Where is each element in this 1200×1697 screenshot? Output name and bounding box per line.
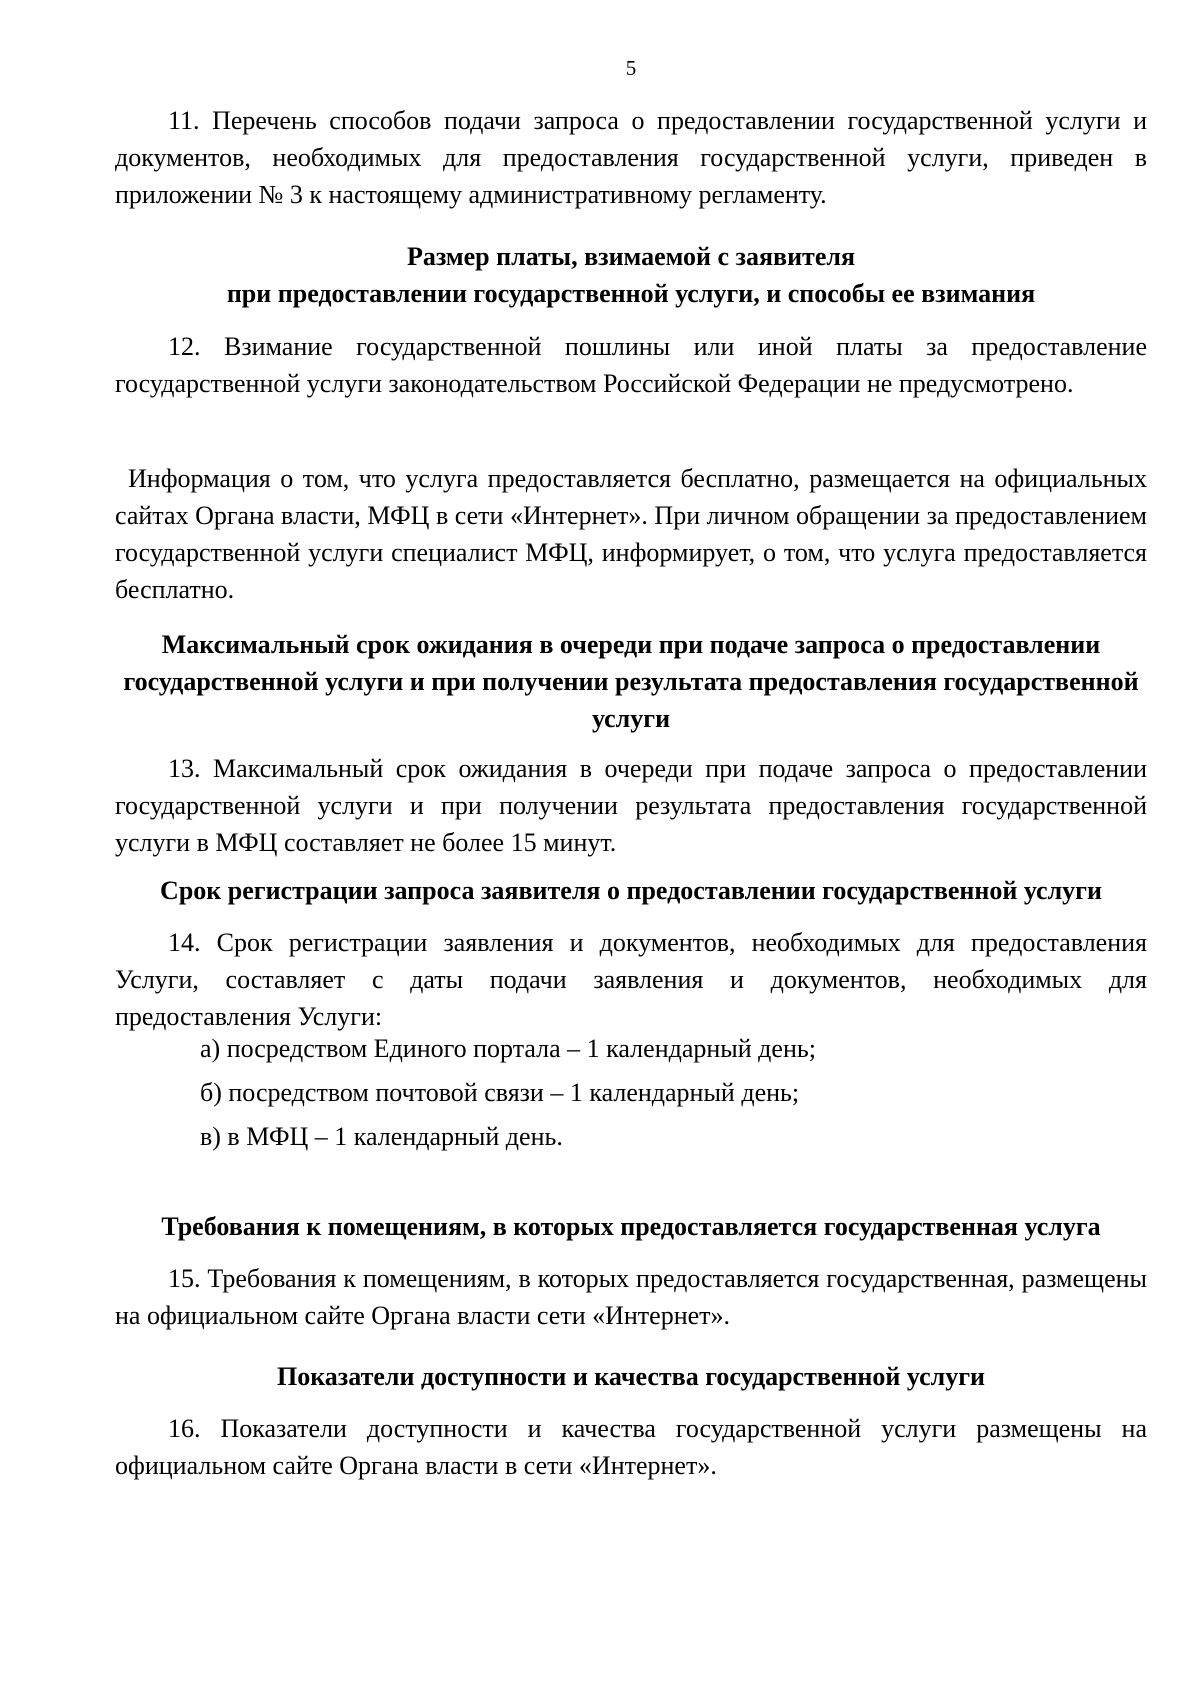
heading-fee-line2: при предоставлении государственной услуги, и способы ее взимания: [226, 279, 1036, 308]
page-number: 5: [625, 56, 637, 80]
paragraph-16: 16. Показатели доступности и качества государственной услуги размещены на официальном сайте Органа власти в сети «Интернет».: [115, 1414, 1147, 1480]
heading-queue: Максимальный срок ожидания в очереди при подаче запроса о предоставлении государственной услуги и при получении результата предоставления государственной услуги: [123, 630, 1139, 733]
paragraph-12-info: Информация о том, что услуга предоставляется бесплатно, размещается на официальных сайтах Органа власти, МФЦ в сети «Интернет». При личном обращении за предоставлением государственной услуги специалист МФЦ, информирует, о том, что услуга предоставляется бесплатно.: [115, 464, 1147, 604]
paragraph-13: 13. Максимальный срок ожидания в очереди при подаче запроса о предоставлении государственной услуги и при получении результата предоставления государственной услуги в МФЦ составляет не более 15 минут.: [115, 754, 1147, 857]
heading-quality: Показатели доступности и качества государственной услуги: [276, 1362, 986, 1391]
list-item-portal: а) посредством Единого портала – 1 календарный день;: [200, 1034, 816, 1063]
paragraph-12: 12. Взимание государственной пошлины или иной платы за предоставление государственной услуги законодательством Российской Федерации не предусмотрено.: [115, 332, 1147, 398]
list-item-post: б) посредством почтовой связи – 1 календарный день;: [200, 1078, 800, 1107]
heading-fee: [115, 238, 1147, 312]
paragraph-11: 11. Перечень способов подачи запроса о предоставлении государственной услуги и документов, необходимых для предоставления государственной услуги, приведен в приложении № 3 к настоящему административному регламенту.: [115, 106, 1147, 209]
heading-registration: Срок регистрации запроса заявителя о предоставлении государственной услуги: [160, 876, 1102, 905]
paragraph-14: 14. Срок регистрации заявления и документов, необходимых для предоставления Услуги, составляет с даты подачи заявления и документов, необходимых для предоставления Услуги:: [115, 928, 1147, 1031]
list-item-mfc: в) в МФЦ – 1 календарный день.: [200, 1122, 563, 1151]
paragraph-15: 15. Требования к помещениям, в которых предоставляется государственная, размещены на официальном сайте Органа власти сети «Интернет».: [115, 1264, 1147, 1330]
heading-premises: Требования к помещениям, в которых предоставляется государственная услуга: [161, 1212, 1101, 1241]
heading-fee-line1: Размер платы, взимаемой с заявителя: [406, 242, 856, 271]
